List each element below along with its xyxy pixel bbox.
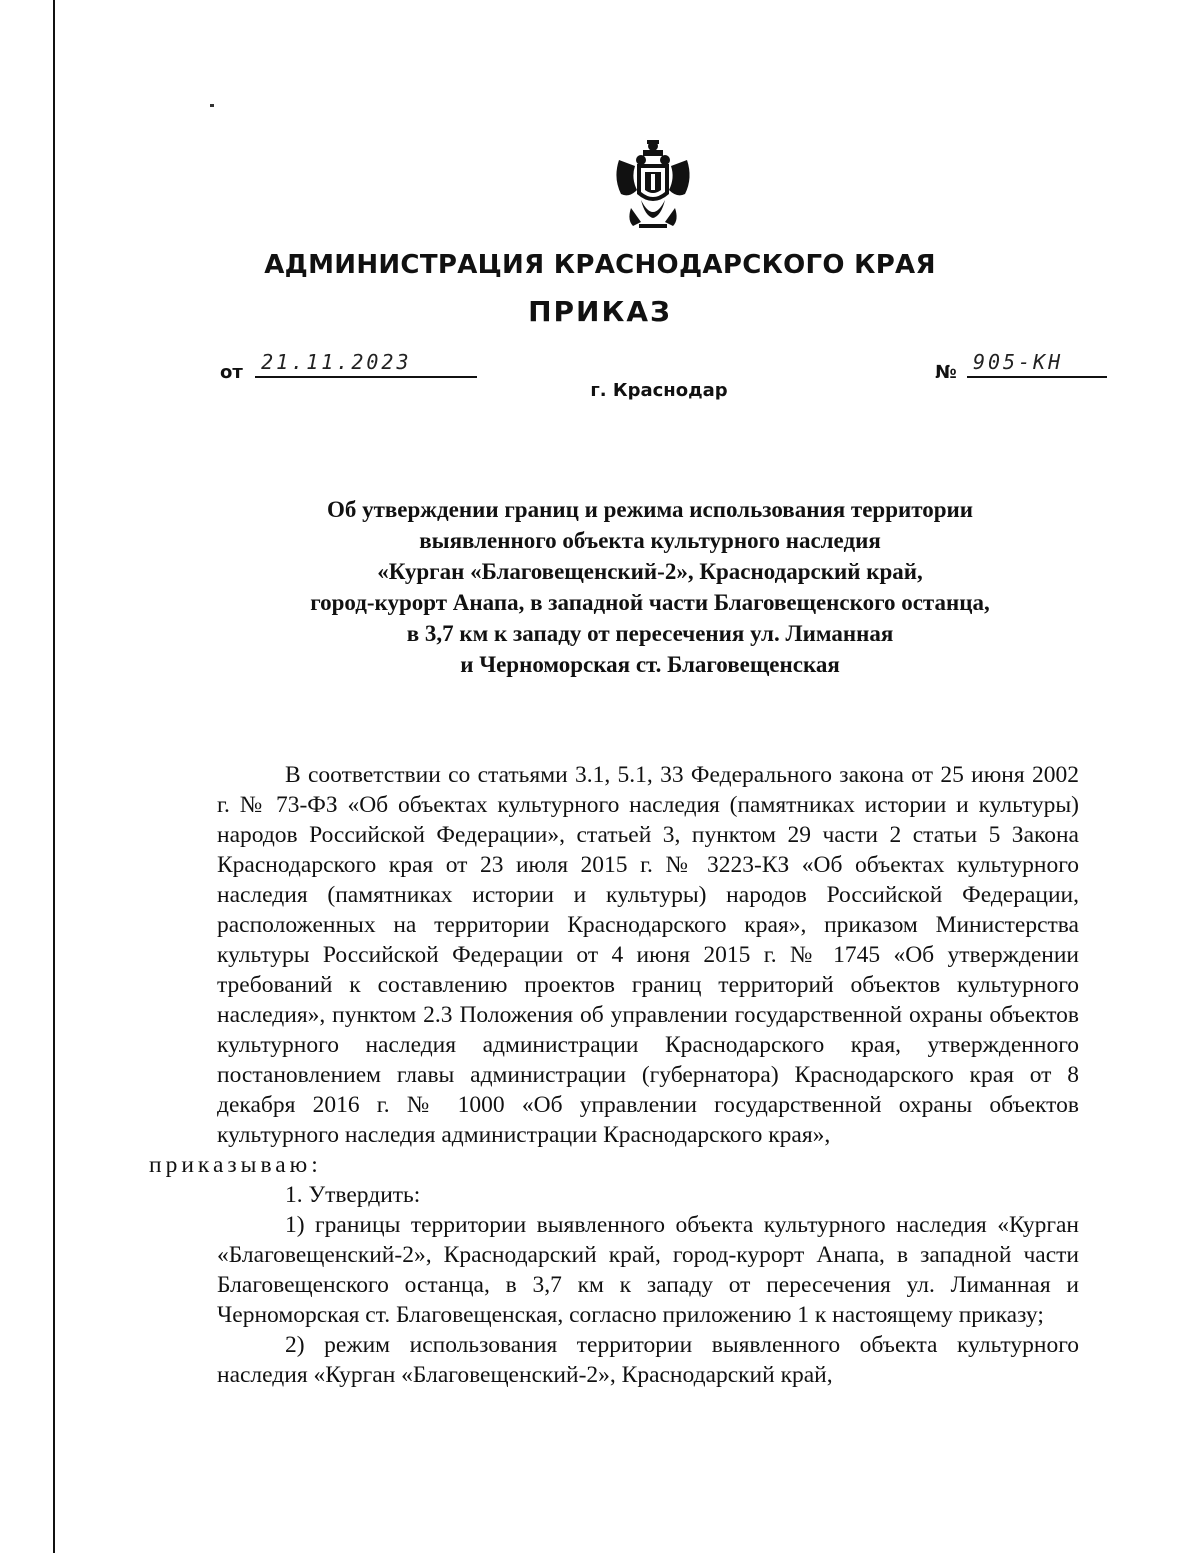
item-1-1: 1) границы территории выявленного объекта культурного наследия «Курган «Благовещенский-2», Краснодарский край, город-курорт Анапа, в западной части Благовещенского останца, в 3,7 км к западу от пересечения ул. Лиманная и Черноморская ст. Благовещенская, согласно приложению 1 к настоящему приказу; <box>217 1212 1079 1328</box>
title-line: в 3,7 км к западу от пересечения ул. Лиманная <box>406 621 894 646</box>
item-1-2: 2) режим использования территории выявленного объекта культурного наследия «Курган «Благовещенский-2», Краснодарский край, <box>217 1332 1079 1388</box>
handwritten-number: 905-КН <box>972 350 1064 374</box>
date-field <box>220 352 477 383</box>
order-word: приказываю: <box>149 1152 322 1178</box>
item-1: 1. Утвердить: <box>285 1182 421 1208</box>
number-field <box>935 352 1107 383</box>
date-underline <box>255 352 477 378</box>
preamble-text: В соответствии со статьями 3.1, 5.1, 33 Федерального закона от 25 июня 2002 г. № 73-ФЗ «Об объектах культурного наследия (памятниках истории и культуры) народов Российской Федерации», статьей 3, пунктом 29 части 2 статьи 5 Закона Краснодарского края от 23 июля 2015 г. № 3223-КЗ «Об объектах культурного наследия (памятниках истории и культуры) народов Российской Федерации, расположенных на территории Краснодарского края», приказом Министерства культуры Российской Федерации от 4 июня 2015 г. № 1745 «Об утверждении требований к составлению проектов границ территорий объектов культурного наследия», пунктом 2.3 Положения об управлении государственной охраны объектов культурного наследия администрации Краснодарского края, утвержденного постановлением главы администрации (губернатора) Краснодарского края от 8 декабря 2016 г. № 1000 «Об управлении государственной охраны объектов культурного наследия администрации Краснодарского края», <box>217 762 1079 1148</box>
title-line: выявленного объекта культурного наследия <box>419 528 881 553</box>
handwritten-date: 21.11.2023 <box>261 350 412 374</box>
coat-of-arms-emblem <box>611 138 695 230</box>
city: г. Краснодар <box>590 380 728 401</box>
organization-name: АДМИНИСТРАЦИЯ КРАСНОДАРСКОГО КРАЯ <box>264 250 936 280</box>
title-line: «Курган «Благовещенский-2», Краснодарский край, <box>377 559 923 584</box>
title-line: город-курорт Анапа, в западной части Благовещенского останца, <box>310 590 990 615</box>
scan-speck <box>210 104 214 107</box>
date-prefix: от <box>220 362 243 383</box>
number-underline <box>967 352 1107 378</box>
title-line: Об утверждении границ и режима использования территории <box>326 497 974 522</box>
title-line: и Черноморская ст. Благовещенская <box>460 652 840 677</box>
document-title <box>150 494 1150 680</box>
scan-left-edge <box>53 0 55 1553</box>
document-body <box>149 760 1079 1390</box>
document-type: ПРИКАЗ <box>528 295 672 328</box>
number-sign: № <box>935 362 957 383</box>
preamble-paragraph <box>149 760 1079 1180</box>
